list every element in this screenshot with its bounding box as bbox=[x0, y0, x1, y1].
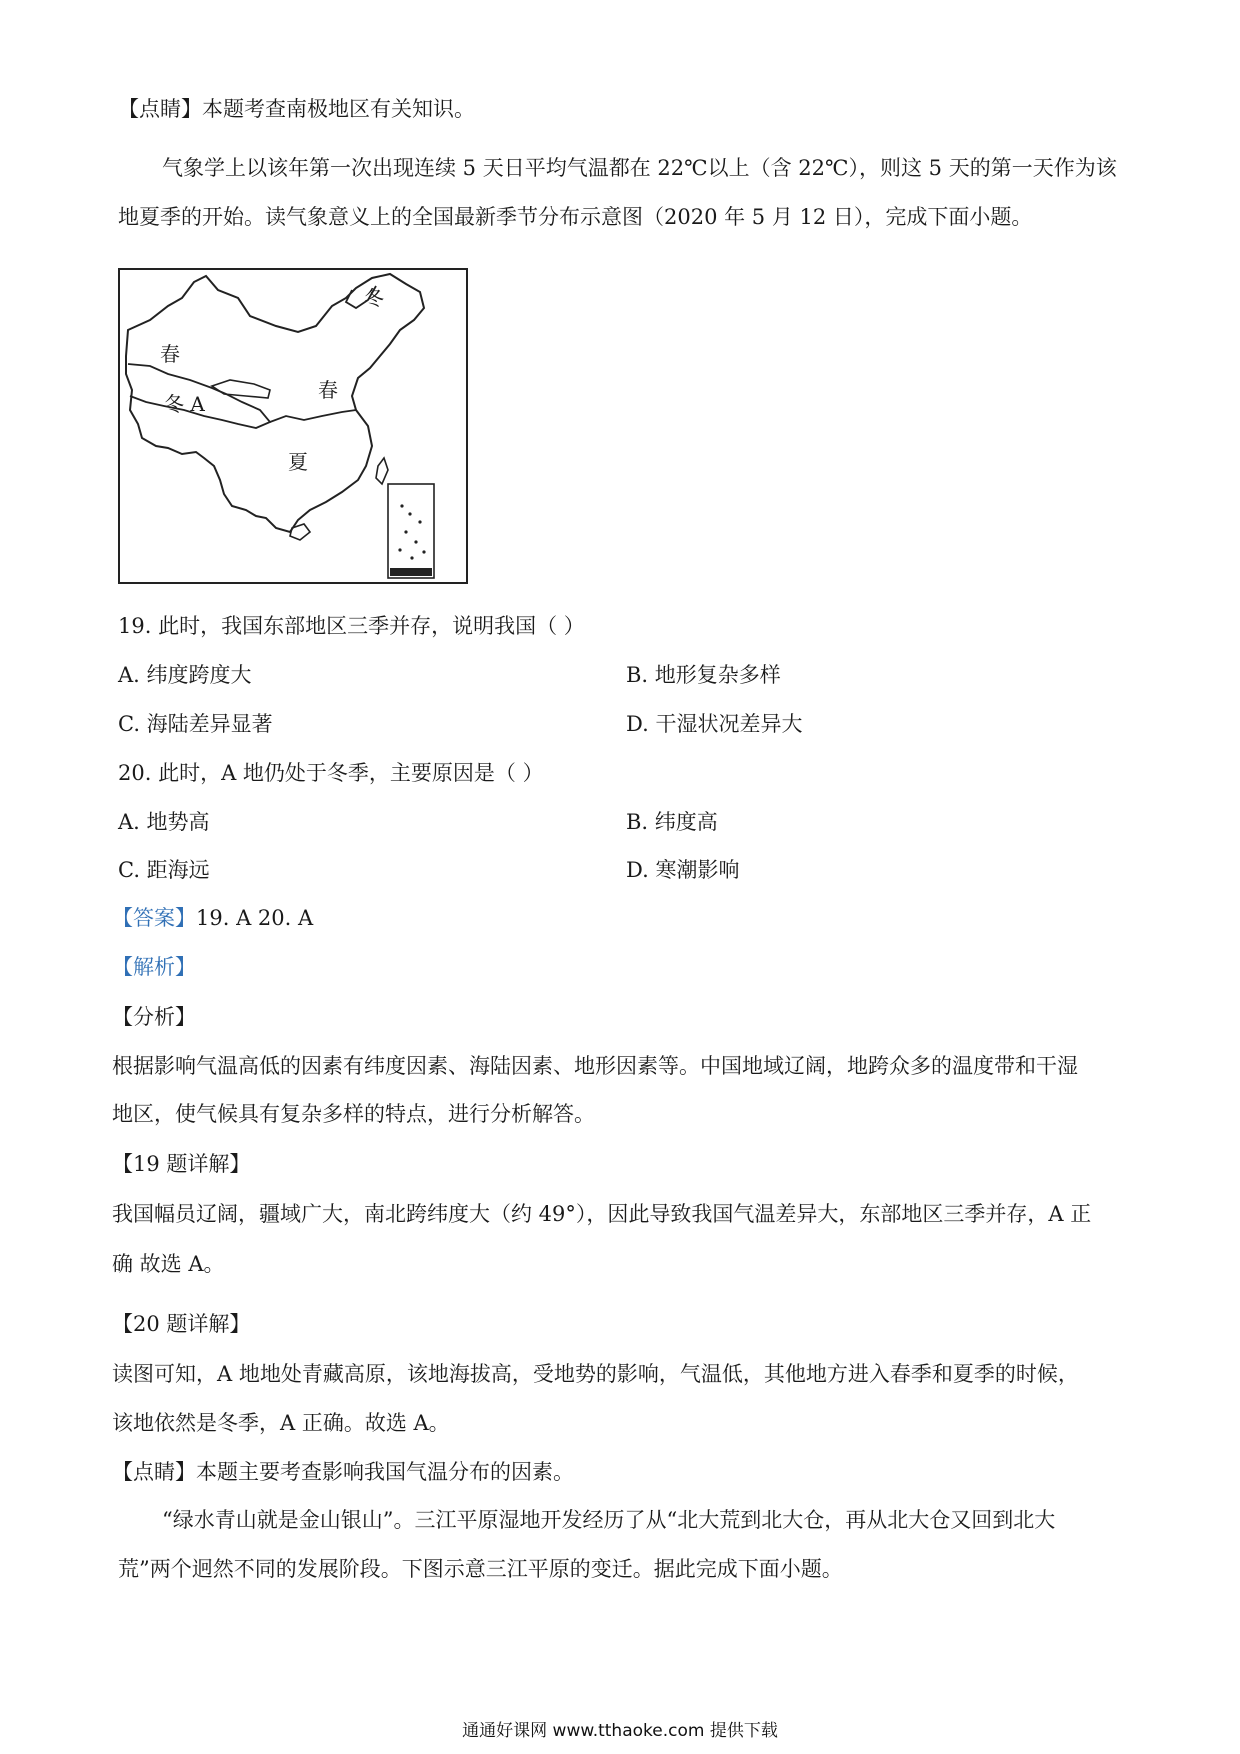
fenxi-line-2: 地区，使气候具有复杂多样的特点，进行分析解答。 bbox=[112, 1102, 595, 1126]
q19-option-b: B. 地形复杂多样 bbox=[626, 663, 781, 687]
china-outline-map bbox=[120, 270, 466, 582]
q20-option-a: A. 地势高 bbox=[118, 810, 210, 834]
q20-stem: 20. 此时，A 地仍处于冬季，主要原因是（ ） bbox=[118, 761, 544, 785]
taiwan-island bbox=[376, 458, 388, 484]
answer-value: 19. A 20. A bbox=[196, 906, 314, 930]
fenxi-line-1: 根据影响气温高低的因素有纬度因素、海陆因素、地形因素等。中国地域辽阔，地跨众多的温度带和干湿 bbox=[112, 1054, 1078, 1078]
next-passage-line-1: “绿水青山就是金山银山”。三江平原湿地开发经历了从“北大荒到北大仓，再从北大仓又回到北大 bbox=[162, 1508, 1056, 1532]
q20-option-b: B. 纬度高 bbox=[626, 810, 718, 834]
answer-label: 【答案】 bbox=[112, 906, 196, 930]
page-footer: 通通好课网 www.tthaoke.com 提供下载 bbox=[462, 1721, 778, 1741]
map-label-spring-east: 春 bbox=[318, 378, 338, 402]
q19-option-a: A. 纬度跨度大 bbox=[118, 663, 252, 687]
q20-option-c: C. 距海远 bbox=[118, 858, 210, 882]
q20-option-d: D. 寒潮影响 bbox=[626, 858, 740, 882]
summer-boundary bbox=[270, 410, 356, 422]
detail-19-heading: 【19 题详解】 bbox=[112, 1152, 251, 1176]
detail-20-line-1: 读图可知，A 地地处青藏高原，该地海拔高，受地势的影响，气温低，其他地方进入春季和夏季的时候， bbox=[112, 1362, 1079, 1386]
answer-line bbox=[112, 904, 313, 932]
fenxi-heading: 【分析】 bbox=[112, 1005, 196, 1029]
passage-line-1: 气象学上以该年第一次出现连续 5 天日平均气温都在 22℃以上（含 22℃），则这 5 天的第一天作为该 bbox=[162, 156, 1117, 180]
south-china-sea-inset bbox=[388, 484, 434, 578]
map-label-winter-northeast: 冬 bbox=[364, 286, 384, 310]
jiexi-heading: 【解析】 bbox=[112, 955, 196, 979]
map-label-winter-a: 冬 A bbox=[164, 392, 205, 416]
next-passage-line-2: 荒”两个迥然不同的发展阶段。下图示意三江平原的变迁。据此完成下面小题。 bbox=[118, 1557, 843, 1581]
detail-19-line-2: 确 故选 A。 bbox=[112, 1252, 225, 1276]
season-map-figure bbox=[118, 268, 468, 584]
spring-tongue-boundary bbox=[212, 380, 270, 398]
q19-stem: 19. 此时，我国东部地区三季并存，说明我国（ ） bbox=[118, 614, 585, 638]
map-label-summer: 夏 bbox=[288, 450, 308, 474]
passage-line-2: 地夏季的开始。读气象意义上的全国最新季节分布示意图（2020 年 5 月 12 日），完成下面小题。 bbox=[118, 205, 1033, 229]
detail-20-line-2: 该地依然是冬季，A 正确。故选 A。 bbox=[112, 1411, 450, 1435]
map-label-spring-west: 春 bbox=[160, 342, 180, 366]
inset-scale-bar bbox=[390, 568, 432, 576]
q19-option-c: C. 海陆差异显著 bbox=[118, 712, 273, 736]
detail-19-line-1: 我国幅员辽阔，疆域广大，南北跨纬度大（约 49°），因此导致我国气温差异大，东部地区三季并存，A 正 bbox=[112, 1202, 1092, 1226]
dianjing-note-2: 【点睛】本题主要考查影响我国气温分布的因素。 bbox=[112, 1460, 574, 1484]
dianjing-note-1: 【点睛】本题考查南极地区有关知识。 bbox=[118, 97, 475, 121]
detail-20-heading: 【20 题详解】 bbox=[112, 1312, 251, 1336]
q19-option-d: D. 干湿状况差异大 bbox=[626, 712, 803, 736]
